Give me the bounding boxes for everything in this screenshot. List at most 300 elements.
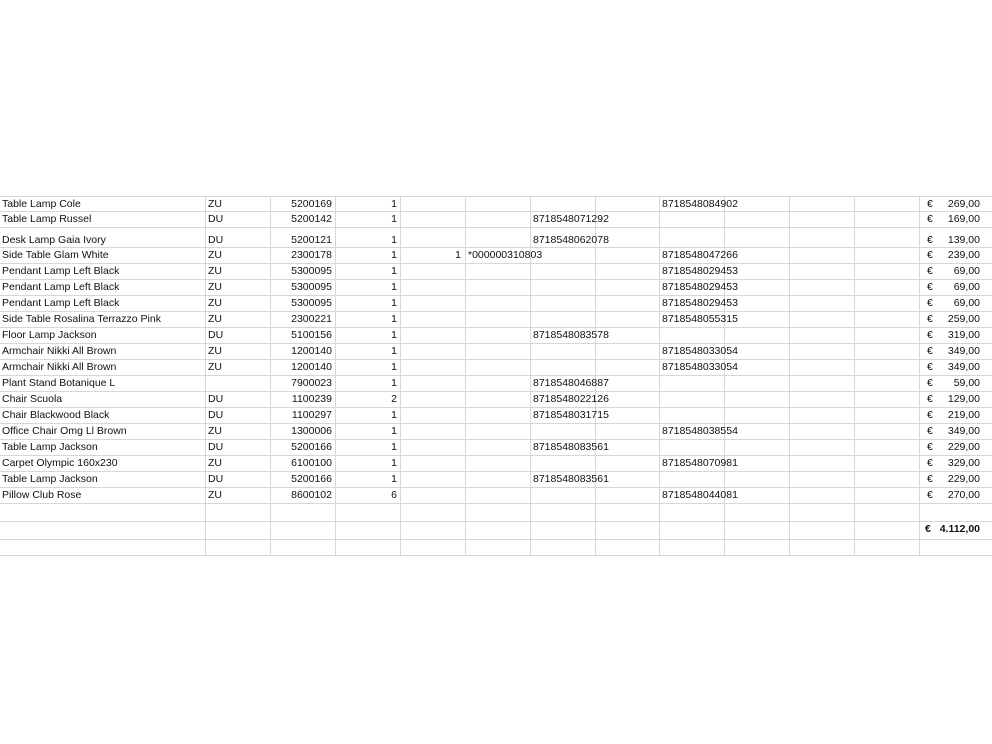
ean-zu-cell[interactable] xyxy=(660,472,725,487)
ean-zu-cell[interactable]: 8718548033054 xyxy=(662,361,738,373)
quantity-cell[interactable]: 1 xyxy=(336,212,401,227)
empty-cell[interactable] xyxy=(336,522,401,539)
product-name-cell[interactable]: Plant Stand Botanique L xyxy=(0,376,206,391)
quantity-cell[interactable]: 1 xyxy=(336,228,401,247)
empty-cell[interactable] xyxy=(790,522,855,539)
empty-cell[interactable] xyxy=(271,504,336,521)
price-cell[interactable] xyxy=(920,472,992,487)
reference-cell[interactable]: *000000310803 xyxy=(468,249,543,261)
currency-symbol: € xyxy=(927,249,933,261)
location-code-cell[interactable]: ZU xyxy=(206,424,271,439)
location-code-cell[interactable]: ZU xyxy=(206,344,271,359)
extra-quantity-cell[interactable]: 1 xyxy=(401,248,466,263)
article-number-cell[interactable]: 1300006 xyxy=(271,424,336,439)
empty-cell[interactable] xyxy=(790,344,855,359)
empty-cell[interactable] xyxy=(920,504,992,521)
quantity-cell[interactable]: 1 xyxy=(336,456,401,471)
ean-zu-cell[interactable] xyxy=(660,440,725,455)
location-code-cell[interactable]: ZU xyxy=(206,312,271,327)
ean-zu-cell[interactable]: 8718548047266 xyxy=(662,249,738,261)
article-number-cell[interactable]: 1100297 xyxy=(271,408,336,423)
ean-du-cell[interactable]: 8718548062078 xyxy=(531,228,596,247)
article-number-cell[interactable]: 5200166 xyxy=(271,440,336,455)
ean-du-cell[interactable] xyxy=(531,248,596,263)
empty-cell[interactable] xyxy=(725,472,790,487)
currency-symbol: € xyxy=(927,441,933,453)
empty-cell[interactable] xyxy=(855,197,920,211)
reference-cell[interactable] xyxy=(466,228,531,247)
product-name-cell[interactable]: Side Table Glam White xyxy=(0,248,206,263)
empty-cell[interactable] xyxy=(336,504,401,521)
empty-cell[interactable] xyxy=(855,376,920,391)
quantity-cell[interactable]: 1 xyxy=(336,280,401,295)
empty-cell[interactable] xyxy=(855,328,920,343)
empty-cell[interactable] xyxy=(725,328,790,343)
price-cell[interactable] xyxy=(920,456,992,471)
location-code-cell[interactable]: ZU xyxy=(206,488,271,503)
product-name-cell[interactable]: Pendant Lamp Left Black xyxy=(0,280,206,295)
ean-zu-cell[interactable]: 8718548038554 xyxy=(662,425,738,437)
table-row xyxy=(0,472,992,488)
price-cell[interactable] xyxy=(920,328,992,343)
price-cell[interactable] xyxy=(920,440,992,455)
empty-cell[interactable] xyxy=(660,522,725,539)
article-number-cell[interactable]: 7900023 xyxy=(271,376,336,391)
reference-cell[interactable] xyxy=(466,328,531,343)
empty-cell[interactable] xyxy=(855,344,920,359)
price-cell[interactable] xyxy=(920,264,992,279)
empty-cell[interactable] xyxy=(790,376,855,391)
price-cell[interactable] xyxy=(920,360,992,375)
empty-cell[interactable] xyxy=(855,248,920,263)
table-row xyxy=(0,344,992,360)
location-code-cell[interactable]: ZU xyxy=(206,280,271,295)
location-code-cell[interactable]: DU xyxy=(206,392,271,407)
ean-du-cell[interactable]: 8718548031715 xyxy=(533,409,609,421)
location-code-cell[interactable]: ZU xyxy=(206,296,271,311)
empty-cell[interactable] xyxy=(596,456,660,471)
currency-symbol: € xyxy=(927,297,933,309)
empty-cell[interactable] xyxy=(790,456,855,471)
article-number-cell[interactable]: 6100100 xyxy=(271,456,336,471)
total-cell[interactable] xyxy=(920,522,992,539)
table-row xyxy=(0,248,992,264)
empty-cell[interactable] xyxy=(336,540,401,555)
empty-cell[interactable] xyxy=(531,522,596,539)
ean-zu-cell[interactable]: 8718548033054 xyxy=(662,345,738,357)
empty-cell[interactable] xyxy=(725,504,790,521)
ean-zu-cell[interactable]: 8718548044081 xyxy=(662,489,738,501)
reference-cell[interactable] xyxy=(466,440,531,455)
empty-cell[interactable] xyxy=(725,392,790,407)
price-amount: 349,00 xyxy=(947,425,980,437)
ean-zu-cell[interactable]: 8718548029453 xyxy=(662,297,738,309)
currency-symbol: € xyxy=(927,234,933,246)
extra-quantity-cell[interactable] xyxy=(401,280,466,295)
location-code-cell[interactable]: DU xyxy=(206,472,271,487)
article-number-cell[interactable]: 8600102 xyxy=(271,488,336,503)
price-cell[interactable] xyxy=(920,280,992,295)
empty-cell[interactable] xyxy=(790,392,855,407)
extra-quantity-cell[interactable] xyxy=(401,392,466,407)
product-name-cell[interactable]: Table Lamp Jackson xyxy=(0,440,206,455)
price-amount: 169,00 xyxy=(947,213,980,225)
empty-cell[interactable] xyxy=(790,440,855,455)
price-cell[interactable] xyxy=(920,488,992,503)
product-name-cell[interactable]: Armchair Nikki All Brown xyxy=(0,344,206,359)
empty-cell[interactable] xyxy=(790,312,855,327)
ean-zu-cell[interactable]: 8718548070981 xyxy=(662,457,738,469)
ean-du-cell[interactable]: 8718548046887 xyxy=(533,377,609,389)
price-cell[interactable] xyxy=(920,228,992,247)
reference-cell[interactable] xyxy=(466,296,531,311)
empty-cell[interactable] xyxy=(855,424,920,439)
ean-zu-cell[interactable] xyxy=(660,212,725,227)
empty-cell[interactable] xyxy=(920,540,992,555)
ean-du-cell[interactable]: 8718548083561 xyxy=(533,473,609,485)
price-amount: 329,00 xyxy=(947,457,980,469)
reference-cell[interactable] xyxy=(466,212,531,227)
empty-cell[interactable] xyxy=(596,248,660,263)
empty-cell[interactable] xyxy=(790,504,855,521)
empty-cell[interactable] xyxy=(271,522,336,539)
empty-cell[interactable] xyxy=(271,540,336,555)
price-cell[interactable] xyxy=(920,392,992,407)
empty-cell[interactable] xyxy=(466,504,531,521)
ean-du-cell[interactable]: 8718548083561 xyxy=(533,441,609,453)
total-row xyxy=(0,522,992,540)
article-number-cell[interactable]: 2300178 xyxy=(271,248,336,263)
location-code-cell[interactable]: ZU xyxy=(206,248,271,263)
empty-cell[interactable] xyxy=(855,408,920,423)
price-amount: 219,00 xyxy=(947,409,980,421)
currency-symbol: € xyxy=(927,457,933,469)
empty-cell[interactable] xyxy=(790,248,855,263)
ean-du-cell[interactable] xyxy=(531,344,596,359)
empty-cell[interactable] xyxy=(596,504,660,521)
empty-cell[interactable] xyxy=(596,197,660,211)
currency-symbol: € xyxy=(927,473,933,485)
currency-symbol: € xyxy=(927,281,933,293)
product-name-cell[interactable]: Desk Lamp Gaia Ivory xyxy=(0,228,206,247)
extra-quantity-cell[interactable] xyxy=(401,456,466,471)
ean-zu-cell[interactable] xyxy=(660,408,725,423)
ean-du-cell[interactable] xyxy=(531,456,596,471)
reference-cell[interactable] xyxy=(466,408,531,423)
extra-quantity-cell[interactable] xyxy=(401,440,466,455)
empty-cell[interactable] xyxy=(855,440,920,455)
reference-cell[interactable] xyxy=(466,264,531,279)
empty-cell[interactable] xyxy=(0,522,206,539)
table-row xyxy=(0,196,992,212)
extra-quantity-cell[interactable] xyxy=(401,344,466,359)
price-amount: 59,00 xyxy=(953,377,980,389)
extra-quantity-cell[interactable] xyxy=(401,228,466,247)
article-number-cell[interactable]: 5200121 xyxy=(271,228,336,247)
spreadsheet-grid[interactable] xyxy=(0,196,992,556)
product-name-cell[interactable]: Pendant Lamp Left Black xyxy=(0,264,206,279)
reference-cell[interactable] xyxy=(466,344,531,359)
quantity-cell[interactable]: 1 xyxy=(336,344,401,359)
quantity-cell[interactable]: 1 xyxy=(336,440,401,455)
price-cell[interactable] xyxy=(920,312,992,327)
product-name-cell[interactable]: Table Lamp Cole xyxy=(0,197,206,211)
empty-cell[interactable] xyxy=(401,522,466,539)
ean-du-cell[interactable] xyxy=(531,312,596,327)
reference-cell[interactable] xyxy=(466,376,531,391)
reference-cell[interactable] xyxy=(466,312,531,327)
ean-zu-cell[interactable] xyxy=(660,392,725,407)
currency-symbol: € xyxy=(927,198,933,210)
ean-zu-cell[interactable] xyxy=(660,228,725,247)
empty-cell[interactable] xyxy=(855,296,920,311)
currency-symbol: € xyxy=(927,489,933,501)
price-amount: 319,00 xyxy=(947,329,980,341)
empty-cell[interactable] xyxy=(596,280,660,295)
price-cell[interactable] xyxy=(920,212,992,227)
location-code-cell[interactable]: DU xyxy=(206,440,271,455)
empty-cell[interactable] xyxy=(466,522,531,539)
empty-cell[interactable] xyxy=(855,540,920,555)
empty-cell[interactable] xyxy=(790,360,855,375)
empty-cell[interactable] xyxy=(531,540,596,555)
product-name-cell[interactable]: Chair Blackwood Black xyxy=(0,408,206,423)
article-number-cell[interactable]: 1200140 xyxy=(271,344,336,359)
quantity-cell[interactable]: 1 xyxy=(336,248,401,263)
empty-cell[interactable] xyxy=(725,522,790,539)
location-code-cell[interactable]: ZU xyxy=(206,360,271,375)
empty-cell[interactable] xyxy=(790,212,855,227)
empty-cell[interactable] xyxy=(790,264,855,279)
empty-row xyxy=(0,504,992,522)
empty-cell[interactable] xyxy=(790,328,855,343)
ean-du-cell[interactable] xyxy=(531,197,596,211)
product-name-cell[interactable]: Office Chair Omg Ll Brown xyxy=(0,424,206,439)
reference-cell[interactable] xyxy=(466,456,531,471)
extra-quantity-cell[interactable] xyxy=(401,212,466,227)
empty-cell[interactable] xyxy=(660,540,725,555)
empty-cell[interactable] xyxy=(725,376,790,391)
empty-cell[interactable] xyxy=(855,472,920,487)
location-code-cell[interactable] xyxy=(206,376,271,391)
article-number-cell[interactable]: 5200166 xyxy=(271,472,336,487)
empty-cell[interactable] xyxy=(855,392,920,407)
empty-cell[interactable] xyxy=(790,296,855,311)
quantity-cell[interactable]: 1 xyxy=(336,312,401,327)
extra-quantity-cell[interactable] xyxy=(401,424,466,439)
ean-zu-cell[interactable]: 8718548055315 xyxy=(662,313,738,325)
extra-quantity-cell[interactable] xyxy=(401,264,466,279)
ean-zu-cell[interactable] xyxy=(660,376,725,391)
quantity-cell[interactable]: 1 xyxy=(336,424,401,439)
empty-cell[interactable] xyxy=(855,264,920,279)
empty-cell[interactable] xyxy=(596,312,660,327)
table-row xyxy=(0,488,992,504)
extra-quantity-cell[interactable] xyxy=(401,360,466,375)
empty-cell[interactable] xyxy=(401,504,466,521)
empty-cell[interactable] xyxy=(790,197,855,211)
empty-cell[interactable] xyxy=(596,296,660,311)
location-code-cell[interactable]: ZU xyxy=(206,264,271,279)
empty-cell[interactable] xyxy=(660,504,725,521)
product-name-cell[interactable]: Side Table Rosalina Terrazzo Pink xyxy=(0,312,206,327)
price-amount: 229,00 xyxy=(947,441,980,453)
ean-du-cell[interactable] xyxy=(531,488,596,503)
product-name-cell[interactable]: Armchair Nikki All Brown xyxy=(0,360,206,375)
ean-zu-cell[interactable]: 8718548029453 xyxy=(662,265,738,277)
location-code-cell[interactable]: DU xyxy=(206,408,271,423)
empty-cell[interactable] xyxy=(596,264,660,279)
price-cell[interactable] xyxy=(920,344,992,359)
extra-quantity-cell[interactable] xyxy=(401,296,466,311)
empty-cell[interactable] xyxy=(790,408,855,423)
table-row xyxy=(0,440,992,456)
location-code-cell[interactable]: DU xyxy=(206,212,271,227)
table-row xyxy=(0,392,992,408)
article-number-cell[interactable]: 5300095 xyxy=(271,264,336,279)
empty-cell[interactable] xyxy=(790,472,855,487)
empty-cell[interactable] xyxy=(790,228,855,247)
ean-du-cell[interactable]: 8718548071292 xyxy=(533,213,609,225)
empty-cell[interactable] xyxy=(725,540,790,555)
empty-cell[interactable] xyxy=(855,456,920,471)
extra-quantity-cell[interactable] xyxy=(401,312,466,327)
empty-cell[interactable] xyxy=(206,522,271,539)
reference-cell[interactable] xyxy=(466,392,531,407)
price-amount: 139,00 xyxy=(947,234,980,246)
reference-cell[interactable] xyxy=(466,197,531,211)
price-cell[interactable] xyxy=(920,248,992,263)
extra-quantity-cell[interactable] xyxy=(401,328,466,343)
extra-quantity-cell[interactable] xyxy=(401,197,466,211)
quantity-cell[interactable]: 1 xyxy=(336,408,401,423)
empty-cell[interactable] xyxy=(206,540,271,555)
article-number-cell[interactable]: 5300095 xyxy=(271,280,336,295)
product-name-cell[interactable]: Table Lamp Jackson xyxy=(0,472,206,487)
empty-cell[interactable] xyxy=(790,540,855,555)
price-cell[interactable] xyxy=(920,376,992,391)
quantity-cell[interactable]: 1 xyxy=(336,472,401,487)
location-code-cell[interactable]: ZU xyxy=(206,456,271,471)
empty-cell[interactable] xyxy=(790,280,855,295)
empty-cell[interactable] xyxy=(855,360,920,375)
empty-cell[interactable] xyxy=(725,440,790,455)
empty-cell[interactable] xyxy=(596,522,660,539)
article-number-cell[interactable]: 2300221 xyxy=(271,312,336,327)
price-amount: 349,00 xyxy=(947,345,980,357)
article-number-cell[interactable]: 5300095 xyxy=(271,296,336,311)
reference-cell[interactable] xyxy=(466,280,531,295)
product-name-cell[interactable]: Pillow Club Rose xyxy=(0,488,206,503)
ean-zu-cell[interactable]: 8718548084902 xyxy=(662,198,738,210)
reference-cell[interactable] xyxy=(466,424,531,439)
quantity-cell[interactable]: 2 xyxy=(336,392,401,407)
ean-du-cell[interactable]: 8718548022126 xyxy=(533,393,609,405)
article-number-cell[interactable]: 1200140 xyxy=(271,360,336,375)
ean-zu-cell[interactable]: 8718548029453 xyxy=(662,281,738,293)
empty-cell[interactable] xyxy=(855,212,920,227)
empty-cell[interactable] xyxy=(790,424,855,439)
quantity-cell[interactable]: 1 xyxy=(336,197,401,211)
quantity-cell[interactable]: 1 xyxy=(336,264,401,279)
reference-cell[interactable] xyxy=(466,472,531,487)
article-number-cell[interactable]: 5200142 xyxy=(271,212,336,227)
empty-cell[interactable] xyxy=(596,424,660,439)
quantity-cell[interactable]: 1 xyxy=(336,296,401,311)
empty-cell[interactable] xyxy=(0,504,206,521)
ean-du-cell[interactable] xyxy=(531,360,596,375)
empty-cell[interactable] xyxy=(855,280,920,295)
extra-quantity-cell[interactable] xyxy=(401,488,466,503)
product-name-cell[interactable]: Table Lamp Russel xyxy=(0,212,206,227)
empty-cell[interactable] xyxy=(0,540,206,555)
article-number-cell[interactable]: 1100239 xyxy=(271,392,336,407)
price-cell[interactable] xyxy=(920,408,992,423)
location-code-cell[interactable]: DU xyxy=(206,328,271,343)
empty-cell[interactable] xyxy=(790,488,855,503)
product-name-cell[interactable]: Chair Scuola xyxy=(0,392,206,407)
reference-cell[interactable] xyxy=(466,488,531,503)
empty-cell[interactable] xyxy=(725,228,790,247)
quantity-cell[interactable]: 1 xyxy=(336,328,401,343)
empty-cell[interactable] xyxy=(855,312,920,327)
ean-du-cell[interactable]: 8718548083578 xyxy=(533,329,609,341)
location-code-cell[interactable]: ZU xyxy=(206,197,271,211)
article-number-cell[interactable]: 5200169 xyxy=(271,197,336,211)
ean-zu-cell[interactable] xyxy=(660,328,725,343)
empty-cell[interactable] xyxy=(401,540,466,555)
extra-quantity-cell[interactable] xyxy=(401,376,466,391)
price-cell[interactable] xyxy=(920,424,992,439)
empty-cell[interactable] xyxy=(596,344,660,359)
price-amount: 69,00 xyxy=(953,265,980,277)
price-cell[interactable] xyxy=(920,197,992,211)
empty-row xyxy=(0,540,992,556)
empty-cell[interactable] xyxy=(855,504,920,521)
product-name-cell[interactable]: Carpet Olympic 160x230 xyxy=(0,456,206,471)
quantity-cell[interactable]: 6 xyxy=(336,488,401,503)
extra-quantity-cell[interactable] xyxy=(401,472,466,487)
currency-symbol: € xyxy=(927,361,933,373)
empty-cell[interactable] xyxy=(466,540,531,555)
empty-cell[interactable] xyxy=(725,408,790,423)
empty-cell[interactable] xyxy=(596,488,660,503)
empty-cell[interactable] xyxy=(855,522,920,539)
empty-cell[interactable] xyxy=(596,360,660,375)
price-cell[interactable] xyxy=(920,296,992,311)
quantity-cell[interactable]: 1 xyxy=(336,360,401,375)
ean-du-cell[interactable] xyxy=(531,424,596,439)
empty-cell[interactable] xyxy=(206,504,271,521)
table-row xyxy=(0,264,992,280)
ean-du-cell[interactable] xyxy=(531,296,596,311)
empty-cell[interactable] xyxy=(855,488,920,503)
product-name-cell[interactable]: Floor Lamp Jackson xyxy=(0,328,206,343)
empty-cell[interactable] xyxy=(596,540,660,555)
empty-cell[interactable] xyxy=(855,228,920,247)
product-name-cell[interactable]: Pendant Lamp Left Black xyxy=(0,296,206,311)
ean-du-cell[interactable] xyxy=(531,264,596,279)
quantity-cell[interactable]: 1 xyxy=(336,376,401,391)
empty-cell[interactable] xyxy=(725,212,790,227)
article-number-cell[interactable]: 5100156 xyxy=(271,328,336,343)
location-code-cell[interactable]: DU xyxy=(206,228,271,247)
ean-du-cell[interactable] xyxy=(531,280,596,295)
price-amount: 229,00 xyxy=(947,473,980,485)
reference-cell[interactable] xyxy=(466,360,531,375)
empty-cell[interactable] xyxy=(531,504,596,521)
extra-quantity-cell[interactable] xyxy=(401,408,466,423)
